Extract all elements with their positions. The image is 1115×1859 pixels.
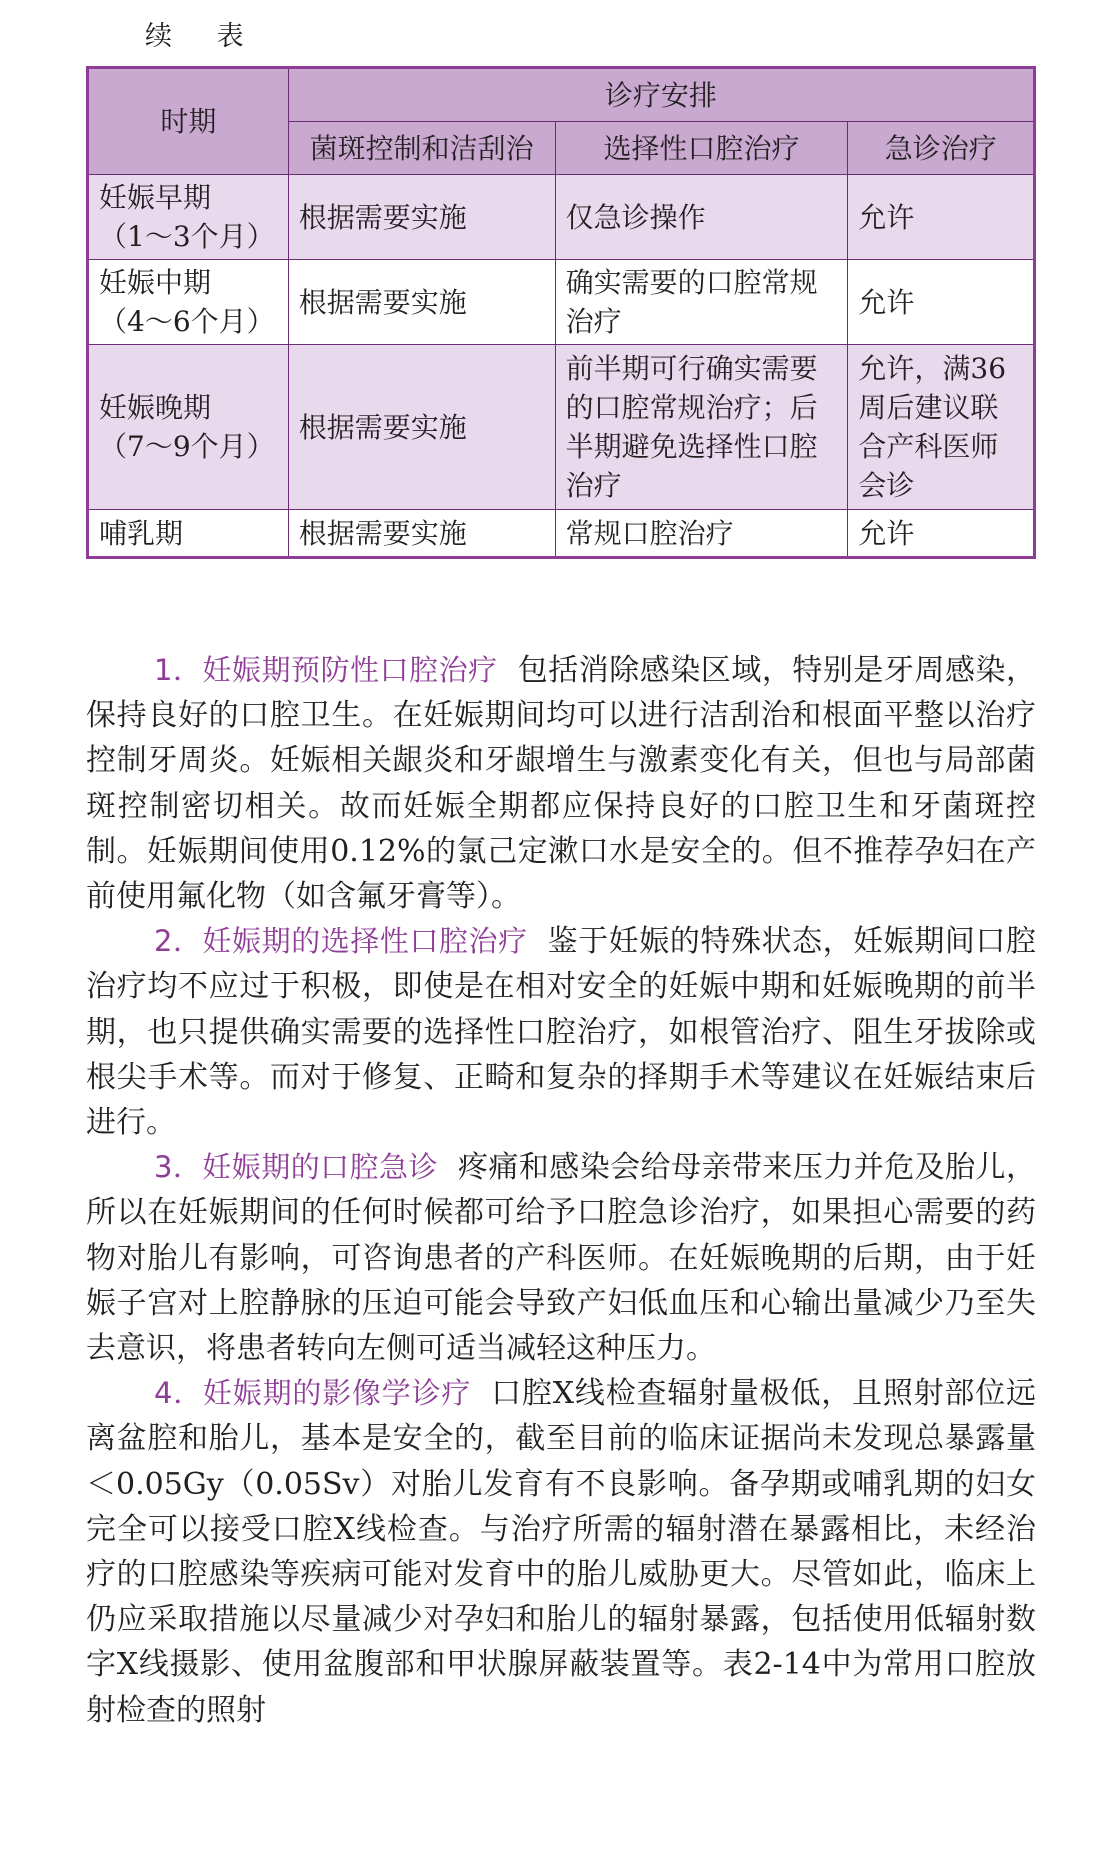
elective-cell: 前半期可行确实需要的口腔常规治疗；后半期避免选择性口腔治疗	[555, 345, 848, 510]
elective-cell: 确实需要的口腔常规治疗	[555, 260, 848, 345]
section-paragraph	[86, 919, 1036, 1145]
body-text	[86, 648, 1036, 1733]
section-text: 包括消除感染区域，特别是牙周感染，保持良好的口腔卫生。在妊娠期间均可以进行洁刮治和根面平整以治疗控制牙周炎。妊娠相关龈炎和牙龈增生与激素变化有关，但也与局部菌斑控制密切相关。故而妊娠全期都应保持良好的口腔卫生和牙菌斑控制。妊娠期间使用0.12%的氯己定漱口水是安全的。但不推荐孕妇在产前使用氟化物（如含氟牙膏等）。	[86, 653, 1036, 915]
period-cell: 妊娠晚期 （7～9个月）	[88, 345, 289, 510]
section-heading: 4．妊娠期的影像学诊疗	[154, 1376, 472, 1411]
emergency-cell: 允许	[848, 260, 1035, 345]
treatment-arrangement-header: 诊疗安排	[288, 68, 1034, 122]
emergency-treatment-header: 急诊治疗	[848, 122, 1035, 175]
table-row	[88, 510, 1035, 558]
section-text: 疼痛和感染会给母亲带来压力并危及胎儿，所以在妊娠期间的任何时候都可给予口腔急诊治疗，如果担心需要的药物对胎儿有影响，可咨询患者的产科医师。在妊娠晚期的后期，由于妊娠子宫对上腔静脉的压迫可能会导致产妇低血压和心输出量减少乃至失去意识，将患者转向左侧可适当减轻这种压力。	[86, 1150, 1037, 1367]
section-paragraph	[86, 1145, 1036, 1371]
section-paragraph	[86, 1371, 1036, 1733]
emergency-cell: 允许，满36周后建议联合产科医师会诊	[848, 345, 1035, 510]
period-cell: 妊娠早期 （1～3个月）	[88, 175, 289, 260]
section-paragraph	[86, 648, 1036, 919]
period-header: 时期	[88, 68, 289, 175]
table-row	[88, 345, 1035, 510]
section-text: 鉴于妊娠的特殊状态，妊娠期间口腔治疗均不应过于积极，即使是在相对安全的妊娠中期和妊娠晚期的前半期，也只提供确实需要的选择性口腔治疗，如根管治疗、阻生牙拔除或根尖手术等。而对于修复、正畸和复杂的择期手术等建议在妊娠结束后进行。	[86, 924, 1037, 1141]
section-heading: 3．妊娠期的口腔急诊	[154, 1150, 438, 1185]
section-text: 口腔X线检查辐射量极低，且照射部位远离盆腔和胎儿，基本是安全的，截至目前的临床证据尚未发现总暴露量＜0.05Gy（0.05Sv）对胎儿发育有不良影响。备孕期或哺乳期的妇女完全可以接受口腔X线检查。与治疗所需的辐射潜在暴露相比，未经治疗的口腔感染等疾病可能对发育中的胎儿威胁更大。尽管如此，临床上仍应采取措施以尽量减少对孕妇和胎儿的辐射暴露，包括使用低辐射数字X线摄影、使用盆腹部和甲状腺屏蔽装置等。表2-14中为常用口腔放射检查的照射	[86, 1376, 1036, 1728]
table-row	[88, 260, 1035, 345]
emergency-cell: 允许	[848, 510, 1035, 558]
continuation-label: 续 表	[145, 21, 262, 52]
plaque-control-header: 菌斑控制和洁刮治	[288, 122, 555, 175]
dental-treatment-table	[86, 66, 1036, 559]
plaque-cell: 根据需要实施	[288, 175, 555, 260]
elective-treatment-header: 选择性口腔治疗	[555, 122, 848, 175]
period-cell: 妊娠中期 （4～6个月）	[88, 260, 289, 345]
section-heading: 2．妊娠期的选择性口腔治疗	[154, 924, 528, 959]
elective-cell: 仅急诊操作	[555, 175, 848, 260]
plaque-cell: 根据需要实施	[288, 510, 555, 558]
period-cell: 哺乳期	[88, 510, 289, 558]
plaque-cell: 根据需要实施	[288, 260, 555, 345]
section-heading: 1．妊娠期预防性口腔治疗	[154, 653, 498, 687]
emergency-cell: 允许	[848, 175, 1035, 260]
elective-cell: 常规口腔治疗	[555, 510, 848, 558]
table-row	[88, 175, 1035, 260]
plaque-cell: 根据需要实施	[288, 345, 555, 510]
